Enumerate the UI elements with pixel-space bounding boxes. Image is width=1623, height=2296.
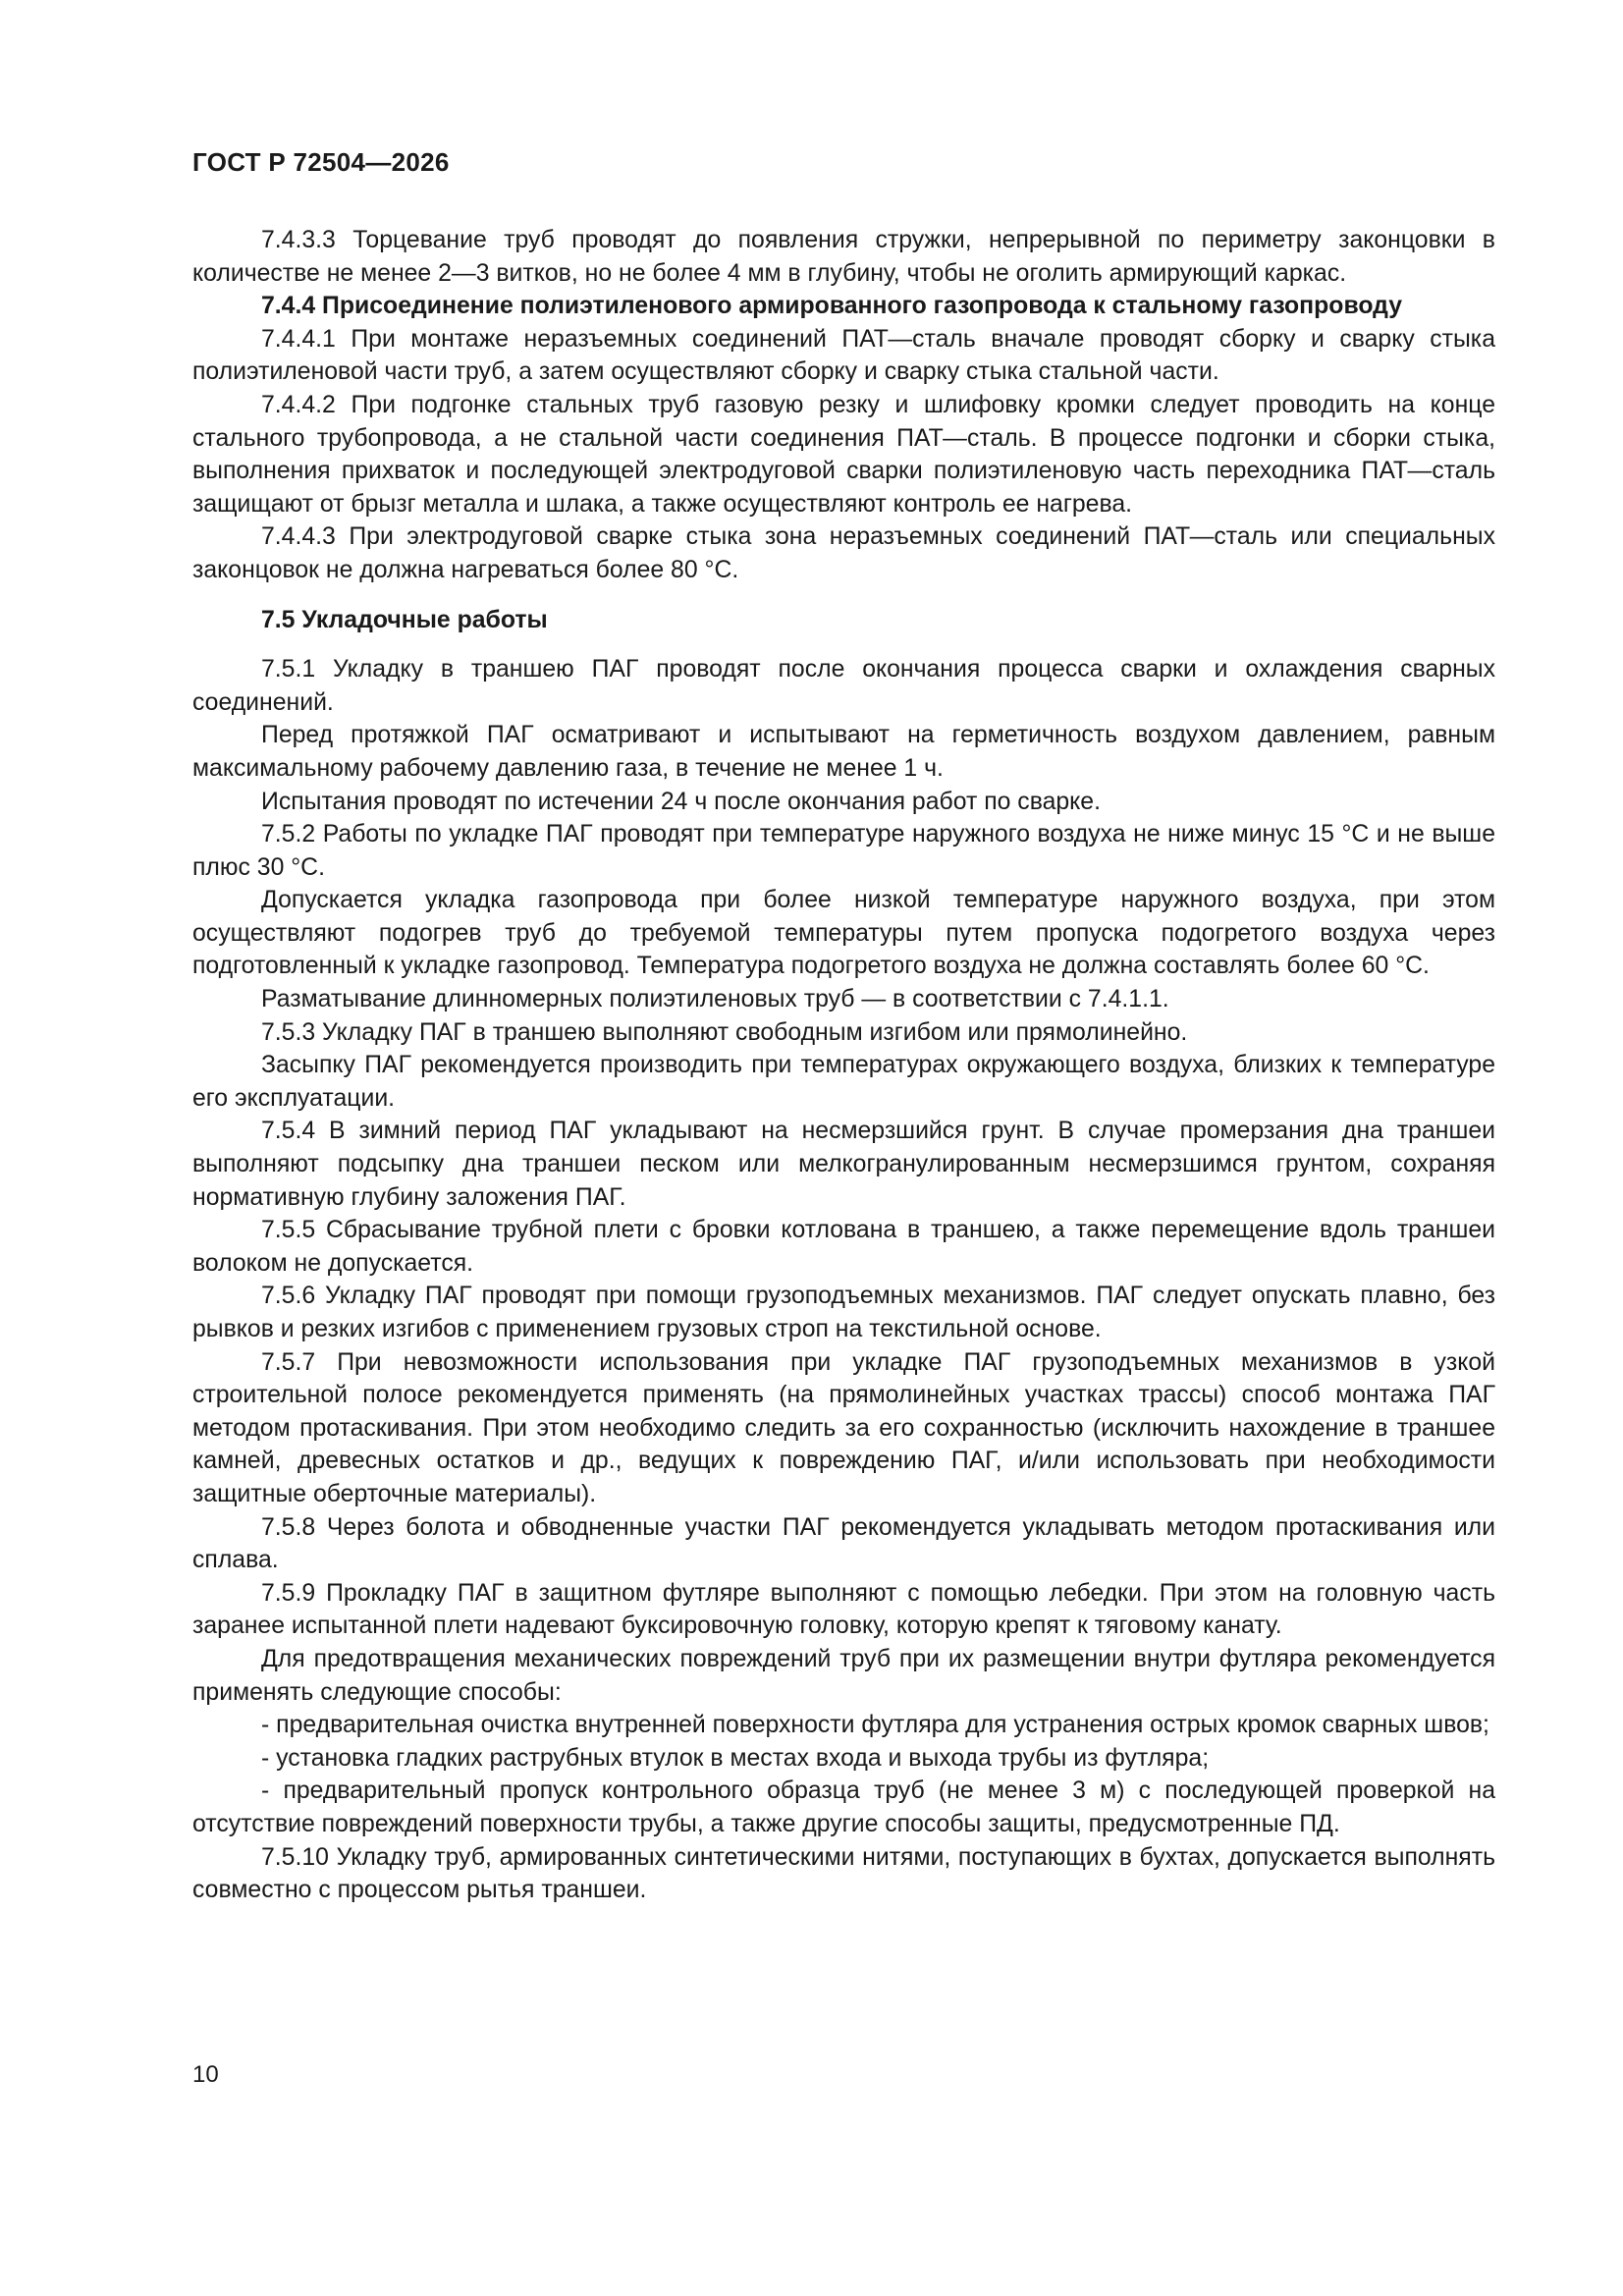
paragraph-7-4-4-1: 7.4.4.1 При монтаже неразъемных соединений ПАТ—сталь вначале проводят сборку и сварку стыка полиэтиленовой части труб, а затем осуществляют сборку и сварку стыка стальной части. — [192, 325, 1495, 386]
paragraph-7-4-4-2: 7.4.4.2 При подгонке стальных труб газовую резку и шлифовку кромки следует проводить на конце стального трубопровода, а не стальной части соединения ПАТ—сталь. В процессе подгонки и сборки стыка, выполнения прихваток и последующей электродуговой сварки полиэтиленовую часть переходника ПАТ—сталь защищают от брызг металла и шлака, а также осуществляют контроль ее нагрева. — [192, 391, 1495, 518]
list-item: - предварительная очистка внутренней поверхности футляра для устранения острых кромок сварных швов; — [261, 1712, 1489, 1739]
paragraph-7-4-4-3: 7.4.4.3 При электродуговой сварке стыка зона неразъемных соединений ПАТ—сталь или специальных законцовок не должна нагреваться более 80 °С. — [192, 523, 1495, 583]
paragraph-7-5-10: 7.5.10 Укладку труб, армированных синтетическими нитями, поступающих в бухтах, допускается выполнять совместно с процессом рытья траншеи. — [192, 1843, 1495, 1904]
paragraph: Разматывание длинномерных полиэтиленовых труб — в соответствии с 7.4.1.1. — [261, 986, 1169, 1013]
paragraph: Испытания проводят по истечении 24 ч после окончания работ по сварке. — [261, 788, 1101, 815]
heading-7-4-4: 7.4.4 Присоединение полиэтиленового армированного газопровода к стальному газопроводу — [261, 293, 1403, 320]
document-header: ГОСТ Р 72504—2026 — [192, 147, 450, 177]
paragraph: Перед протяжкой ПАГ осматривают и испытывают на герметичность воздухом давлением, равным максимальному рабочему давлению газа, в течение не менее 1 ч. — [192, 722, 1495, 782]
paragraph-7-5-6: 7.5.6 Укладку ПАГ проводят при помощи грузоподъемных механизмов. ПАГ следует опускать плавно, без рывков и резких изгибов с применением грузовых строп на текстильной основе. — [192, 1283, 1495, 1342]
paragraph-7-5-2: 7.5.2 Работы по укладке ПАГ проводят при температуре наружного воздуха не ниже минус 15 °С и не выше плюс 30 °С. — [192, 821, 1495, 881]
paragraph: Засыпку ПАГ рекомендуется производить при температурах окружающего воздуха, близких к температуре его эксплуатации. — [192, 1052, 1495, 1112]
list-item: - установка гладких раструбных втулок в местах входа и выхода трубы из футляра; — [261, 1744, 1210, 1772]
paragraph-7-5-7: 7.5.7 При невозможности использования при укладке ПАГ грузоподъемных механизмов в узкой строительной полосе рекомендуется применять (на прямолинейных участках трассы) способ монтажа ПАГ методом протаскивания. При этом необходимо следить за его сохранностью (исключить нахождение в траншее камней, древесных остатков и др., ведущих к повреждению ПАГ, и/или использовать при необходимости защитные оберточные материалы). — [192, 1348, 1495, 1507]
page-number: 10 — [192, 2061, 219, 2088]
paragraph: Для предотвращения механических повреждений труб при их размещении внутри футляра рекомендуется применять следующие способы: — [192, 1645, 1495, 1706]
paragraph-7-5-5: 7.5.5 Сбрасывание трубной плети с бровки котлована в траншею, а также перемещение вдоль траншеи волоком не допускается. — [192, 1217, 1495, 1277]
paragraph-7-5-1: 7.5.1 Укладку в траншею ПАГ проводят после окончания процесса сварки и охлаждения сварных соединений. — [192, 656, 1495, 716]
paragraph-7-5-9: 7.5.9 Прокладку ПАГ в защитном футляре выполняют с помощью лебедки. При этом на головную часть заранее испытанной плети надевают буксировочную головку, которую крепят к тяговому канату. — [192, 1579, 1495, 1640]
paragraph: Допускается укладка газопровода при более низкой температуре наружного воздуха, при этом осуществляют подогрев труб до требуемой температуры путем пропуска подогретого воздуха через подготовленный к укладке газопровод. Температура подогретого воздуха не должна составлять более 60 °С. — [192, 887, 1495, 980]
paragraph-7-5-8: 7.5.8 Через болота и обводненные участки ПАГ рекомендуется укладывать методом протаскивания или сплава. — [192, 1513, 1495, 1574]
section-heading-7-5: 7.5 Укладочные работы — [261, 606, 548, 633]
paragraph-7-5-4: 7.5.4 В зимний период ПАГ укладывают на несмерзшийся грунт. В случае промерзания дна траншеи выполняют подсыпку дна траншеи песком или мелкогранулированным несмерзшимся грунтом, сохраняя нормативную глубину заложения ПАГ. — [192, 1118, 1495, 1211]
list-item: - предварительный пропуск контрольного образца труб (не менее 3 м) с последующей проверкой на отсутствие повреждений поверхности трубы, а также другие способы защиты, предусмотренные ПД. — [192, 1777, 1495, 1837]
paragraph-7-4-3-3: 7.4.3.3 Торцевание труб проводят до появления стружки, непрерывной по периметру законцовки в количестве не менее 2—3 витков, но не более 4 мм в глубину, чтобы не оголить армирующий каркас. — [192, 227, 1495, 287]
document-body — [192, 224, 1495, 1907]
paragraph-7-5-3: 7.5.3 Укладку ПАГ в траншею выполняют свободным изгибом или прямолинейно. — [261, 1018, 1188, 1046]
